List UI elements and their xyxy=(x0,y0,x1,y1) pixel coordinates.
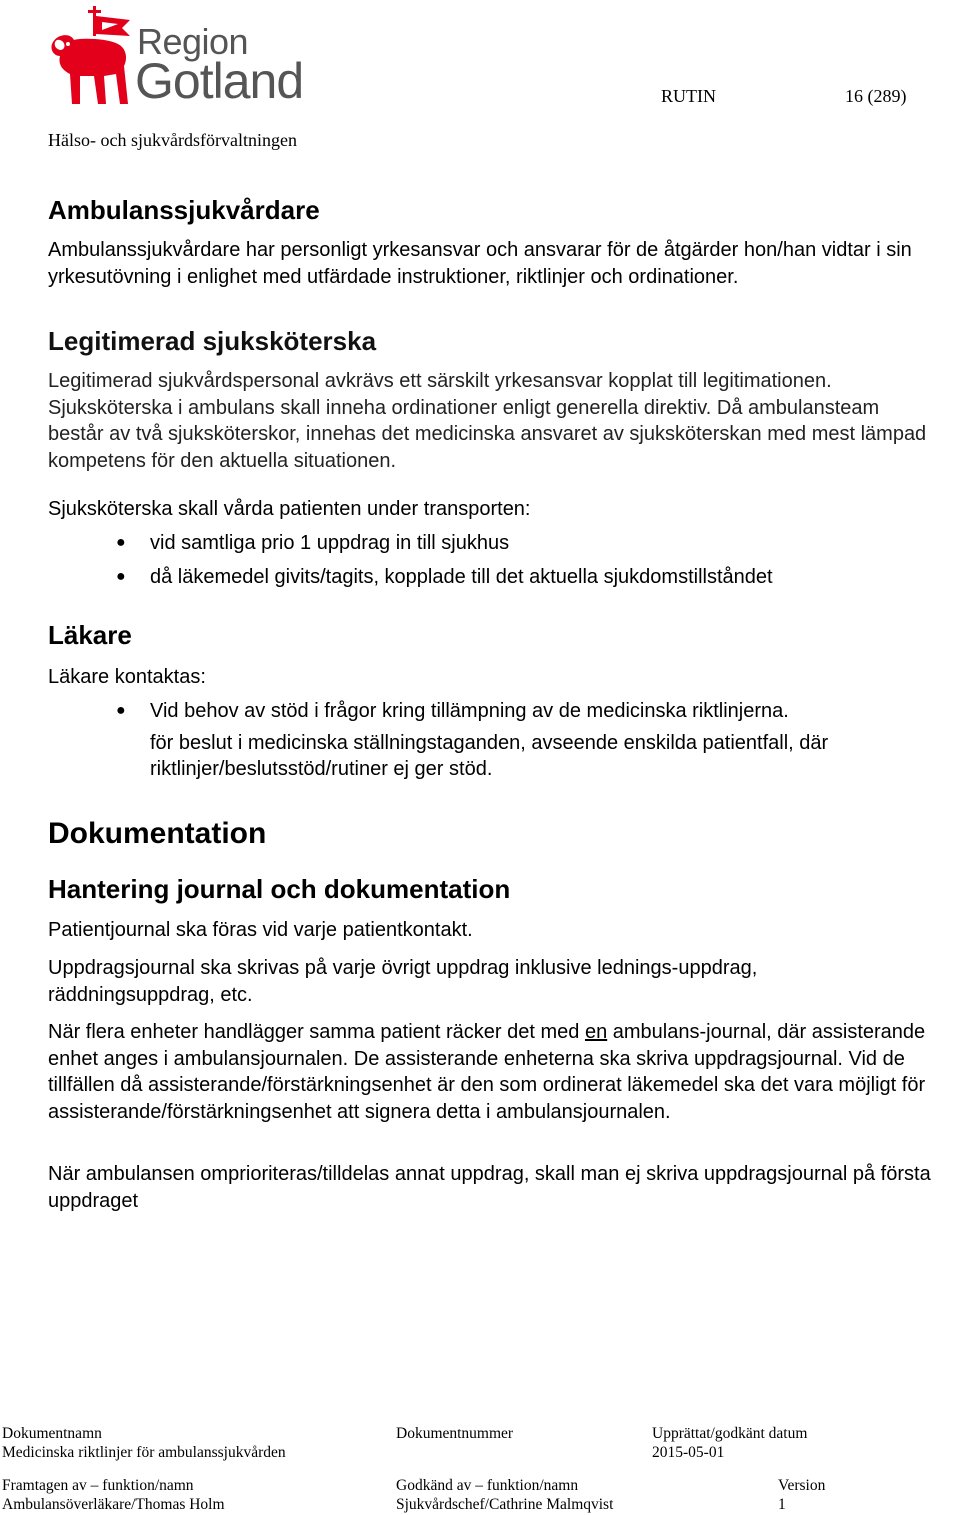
footer-godkand-label: Godkänd av – funktion/namn xyxy=(396,1477,579,1494)
footer-dokumentnamn-label: Dokumentnamn xyxy=(2,1425,102,1442)
footer-dokumentnummer-label: Dokumentnummer xyxy=(396,1425,514,1442)
footer-godkand-value: Sjukvårdschef/Cathrine Malmqvist xyxy=(396,1496,614,1513)
paragraph-text: När flera enheter handlägger samma patient räcker det med xyxy=(48,1021,585,1043)
underlined-word: en xyxy=(584,1021,608,1043)
lakare-intro: Läkare kontaktas: xyxy=(48,666,206,688)
paragraph-ambulanssjukvardare: Ambulanssjukvårdare har personligt yrkesansvar och ansvarar för de åtgärder hon/han vidtar i sin yrkesutövning i enlighet med utfärdade instruktioner, riktlinjer och ordinationer. xyxy=(48,239,912,288)
document-type: RUTIN xyxy=(661,86,716,106)
paragraph-flera-enheter xyxy=(48,1019,938,1125)
department-name: Hälso- och sjukvårdsförvaltningen xyxy=(48,130,297,150)
paragraph-omprioriteras: När ambulansen omprioriteras/tilldelas annat uppdrag, skall man ej skriva uppdragsjournal på första uppdraget xyxy=(48,1163,931,1212)
paragraph-text: ambulans-journal, där assisterande enhet anges i ambulansjournalen. De assisterande enheterna ska skriva uppdragsjournal. Vid de tillfällen då assisterande/förstärkningsenhet är den som ordinerat läkemedel ska det vara möjligt för assisterande/förstärkningsenhet att signera detta i ambulansjournalen. xyxy=(48,1021,926,1123)
subheading-hantering-journal: Hantering journal och dokumentation xyxy=(48,874,511,904)
footer-version-label: Version xyxy=(778,1477,826,1494)
footer-dokumentnamn-value: Medicinska riktlinjer för ambulanssjukvården xyxy=(2,1444,286,1461)
heading-ambulanssjukvardare: Ambulanssjukvårdare xyxy=(48,195,320,225)
footer-framtagen-value: Ambulansöverläkare/Thomas Holm xyxy=(2,1496,225,1513)
footer-version-value: 1 xyxy=(778,1496,786,1513)
heading-dokumentation: Dokumentation xyxy=(48,817,267,850)
footer-datum-label: Upprättat/godkänt datum xyxy=(652,1425,808,1442)
paragraph-patientjournal: Patientjournal ska föras vid varje patientkontakt. xyxy=(48,919,473,941)
heading-legitimerad-sjukskoterska: Legitimerad sjuksköterska xyxy=(48,326,377,356)
logo-text-gotland: Gotland xyxy=(135,53,304,109)
bullet-icon: ● xyxy=(116,567,126,585)
bullet-icon: ● xyxy=(116,534,126,551)
list-item xyxy=(116,530,930,557)
bullet-list-sjukskoterska xyxy=(116,530,930,590)
list-item-text: Vid behov av stöd i frågor kring tillämpning av de medicinska riktlinjerna. xyxy=(150,700,789,722)
list-item-text: då läkemedel givits/tagits, kopplade till det aktuella sjukdomstillståndet xyxy=(150,565,773,588)
paragraph-uppdragsjournal: Uppdragsjournal ska skrivas på varje övrigt uppdrag inklusive lednings-uppdrag, räddningsuppdrag, etc. xyxy=(48,957,758,1006)
bullet-icon: ● xyxy=(116,702,126,719)
heading-lakare: Läkare xyxy=(48,620,132,650)
gotland-ram-icon xyxy=(46,4,136,108)
list-item-text: vid samtliga prio 1 uppdrag in till sjukhus xyxy=(150,532,510,554)
footer-datum-value: 2015-05-01 xyxy=(652,1444,725,1461)
paragraph-legitimerad: Legitimerad sjukvårdspersonal avkrävs ett särskilt yrkesansvar kopplat till legitimationen. Sjuksköterska i ambulans skall inneha ordinationer enligt generella direktiv. Då ambulansteam består av två sjuksköterskor, innehas det medicinska ansvaret av sjuksköterskan med mest lämpad kompetens för den aktuella situationen. xyxy=(48,370,927,472)
bullet-list-lakare xyxy=(116,698,930,783)
logo-text-region: Region xyxy=(137,21,249,62)
list-intro-sjukskoterska: Sjuksköterska skall vårda patienten under transporten: xyxy=(48,498,531,520)
list-item-continuation xyxy=(150,730,930,783)
list-item-text: för beslut i medicinska ställningstaganden, avseende enskilda patientfall, där riktlinjer/beslutsstöd/rutiner ej ger stöd. xyxy=(150,731,829,780)
list-item xyxy=(116,698,930,725)
list-item xyxy=(116,564,930,591)
page-number: 16 (289) xyxy=(845,86,907,106)
footer-framtagen-label: Framtagen av – funktion/namn xyxy=(2,1477,194,1494)
region-gotland-logo xyxy=(46,4,316,108)
